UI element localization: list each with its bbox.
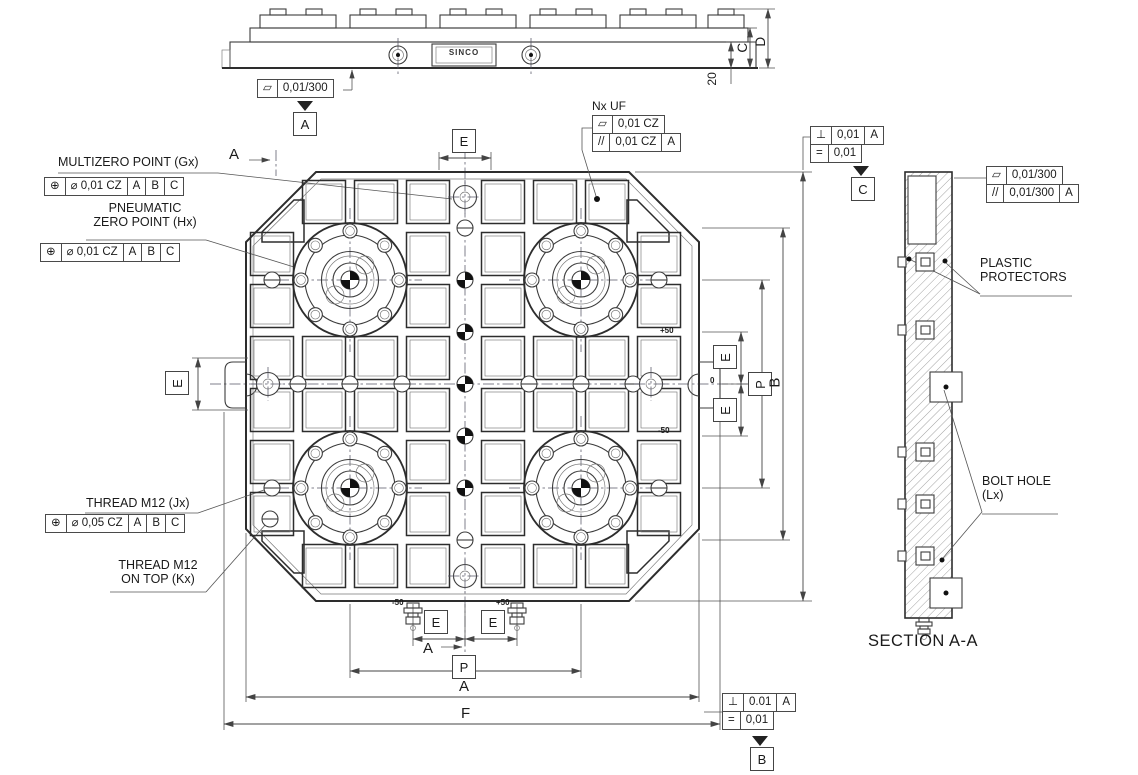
section-mark-a-top: A — [229, 146, 240, 163]
fcf-multizero — [44, 177, 184, 196]
bolt-hole-label — [982, 474, 1051, 503]
brand-logo: SINCO — [448, 48, 480, 57]
dim-letter: E — [717, 352, 733, 362]
fcf-datum-b: B — [142, 244, 161, 261]
fcf-datum-a: A — [124, 244, 143, 261]
fcf-datum-c: C — [166, 246, 175, 258]
parallelism-icon: // — [593, 134, 610, 151]
coord-minus50-right: -50 — [658, 426, 670, 435]
plastic-line1: PLASTIC — [980, 256, 1033, 270]
dim-letter: P — [459, 659, 469, 675]
pneumatic-zero-point-label — [84, 201, 206, 230]
coord-plus50-bottom: +50 — [496, 598, 510, 607]
datum-flag-c — [851, 177, 875, 201]
fcf-nx-parallelism-row — [592, 133, 681, 152]
fcf-tolerance: 0,01/300 — [1011, 169, 1057, 181]
dim-letter: E — [717, 405, 733, 415]
thread-m12-jx-label: THREAD M12 (Jx) — [86, 496, 190, 510]
datum-triangle-a — [297, 101, 313, 111]
fcf-plate-bottom — [722, 693, 796, 730]
fcf-nx-flatness-row — [592, 115, 665, 134]
perpendicularity-icon: ⊥ — [811, 127, 832, 144]
coord-zero-right: 0 — [710, 376, 715, 385]
fcf-datum-a: A — [129, 515, 148, 532]
fcf-tolerance: 0,01/300 — [282, 82, 328, 94]
fcf-section-top — [986, 166, 1079, 203]
fcf-datum-b: B — [147, 515, 166, 532]
top-view — [222, 9, 775, 90]
position-icon: ⊕ — [41, 244, 62, 261]
dim-p-bottom — [452, 655, 476, 679]
flatness-icon: ▱ — [593, 116, 613, 133]
datum-c-letter: C — [858, 181, 868, 197]
fcf-nx-uf — [592, 115, 681, 152]
symmetry-icon: = — [811, 145, 829, 162]
pneumatic-line2: ZERO POINT (Hx) — [93, 215, 197, 230]
fcf-datum-c: C — [171, 517, 180, 529]
symmetry-icon: = — [723, 712, 741, 729]
fcf-datum-a: A — [667, 136, 675, 148]
fcf-datum-c: C — [170, 180, 179, 192]
plastic-protectors-label — [980, 256, 1067, 285]
dim-letter: E — [431, 614, 441, 630]
fcf-datum-a: A — [782, 696, 791, 708]
fcf-perpendicularity-row — [722, 693, 796, 712]
position-icon: ⊕ — [45, 178, 66, 195]
kx-line1: THREAD M12 — [118, 558, 198, 572]
fcf-datum-a: A — [1065, 187, 1073, 199]
dim-b-right: B — [766, 377, 784, 388]
position-icon: ⊕ — [46, 515, 67, 532]
fcf-pneumatic — [40, 243, 180, 262]
section-mark-a-bottom: A — [423, 640, 434, 657]
dim-c-topview: C — [735, 42, 751, 53]
fcf-flatness-row — [986, 166, 1063, 185]
fcf-tolerance: 0,01 CZ — [617, 118, 659, 130]
fcf-thread-jx — [45, 514, 185, 533]
thread-m12-kx-label — [108, 558, 208, 587]
fcf-tolerance: 0,01 CZ — [610, 134, 662, 151]
datum-flag-a — [293, 112, 317, 136]
fcf-tolerance: 0.01 — [744, 694, 777, 711]
coord-minus50-bottom: -50 — [392, 598, 404, 607]
fcf-symmetry-row — [722, 711, 774, 730]
dim-a-bottom: A — [459, 678, 470, 695]
pneumatic-line1: PNEUMATIC — [108, 201, 182, 215]
fcf-parallelism-row — [986, 184, 1079, 203]
nx-uf-label: Nx UF — [592, 99, 626, 113]
datum-flag-b — [750, 747, 774, 771]
dim-letter: E — [488, 614, 498, 630]
fcf-tolerance: 0,01 — [745, 714, 769, 726]
dim-e-left — [165, 371, 189, 395]
dim-e-right-lower — [713, 398, 737, 422]
fcf-plate-right — [810, 126, 884, 163]
fcf-tolerance: ⌀ 0,01 CZ — [62, 244, 124, 261]
dim-d-topview: D — [753, 36, 769, 47]
fcf-datum-a: A — [128, 178, 147, 195]
fcf-tolerance: ⌀ 0,01 CZ — [66, 178, 128, 195]
dim-e-bottom-right — [481, 610, 505, 634]
section-title: SECTION A-A — [868, 632, 979, 650]
bolt-hole-line1: BOLT HOLE — [982, 474, 1052, 488]
fcf-tolerance: 0,01 — [833, 147, 857, 159]
dim-f-bottom: F — [461, 705, 471, 722]
section-view — [905, 172, 1072, 640]
fcf-datum-b: B — [146, 178, 165, 195]
datum-triangle-b — [752, 736, 768, 746]
dim-20-topview: 20 — [704, 72, 719, 86]
bolt-hole-line2: (Lx) — [982, 488, 1004, 503]
dim-letter: E — [459, 133, 469, 149]
fcf-perpendicularity-row — [810, 126, 884, 145]
multizero-point-label: MULTIZERO POINT (Gx) — [58, 155, 199, 169]
datum-b-letter: B — [757, 751, 767, 767]
fcf-symmetry-row — [810, 144, 862, 163]
datum-a-letter: A — [300, 116, 310, 132]
perpendicularity-icon: ⊥ — [723, 694, 744, 711]
parallelism-icon: // — [987, 185, 1004, 202]
datum-triangle-c — [853, 166, 869, 176]
fcf-top-flatness — [257, 79, 334, 98]
plastic-line2: PROTECTORS — [980, 270, 1067, 285]
kx-line2: ON TOP (Kx) — [121, 572, 195, 587]
flatness-icon: ▱ — [258, 80, 278, 97]
flatness-icon: ▱ — [987, 167, 1007, 184]
dim-letter: E — [169, 378, 185, 388]
fcf-tolerance: 0,01/300 — [1004, 185, 1060, 202]
coord-plus50-right: +50 — [660, 326, 674, 335]
fcf-datum-a: A — [870, 129, 879, 141]
dim-e-bottom-left — [424, 610, 448, 634]
fcf-tolerance: ⌀ 0,05 CZ — [67, 515, 129, 532]
fcf-tolerance: 0,01 — [832, 127, 865, 144]
dim-e-right-upper — [713, 345, 737, 369]
dim-e-top — [452, 129, 476, 153]
dim-letter: P — [752, 379, 768, 389]
